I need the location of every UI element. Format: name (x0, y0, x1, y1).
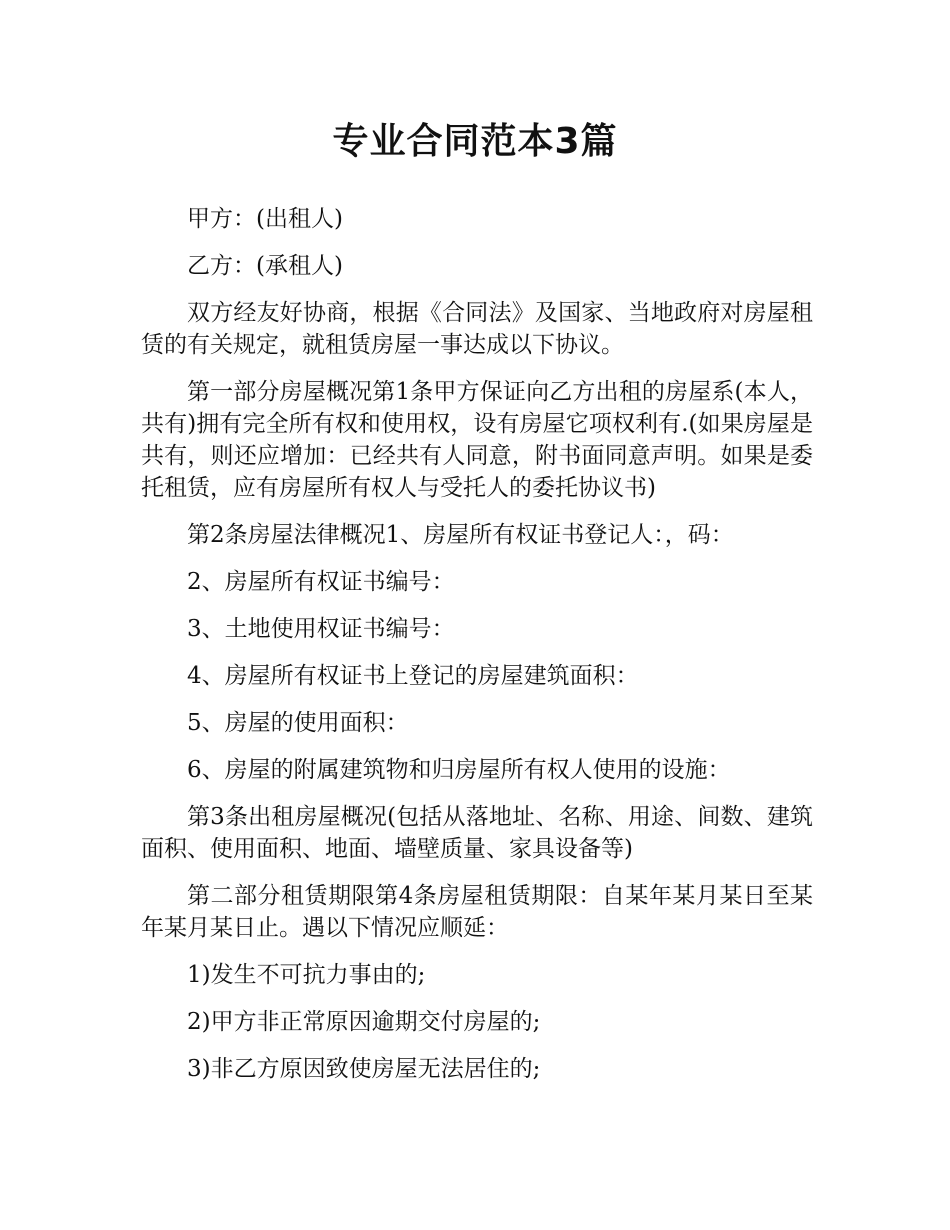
paragraph-article-4: 第二部分租赁期限第4条房屋租赁期限：自某年某月某日至某年某月某日止。遇以下情况应顺延： (141, 883, 813, 941)
paragraph-item-4: 4、房屋所有权证书上登记的房屋建筑面积： (187, 663, 639, 689)
paragraph-article-1: 第一部分房屋概况第1条甲方保证向乙方出租的房屋系(本人，共有)拥有完全所有权和使用权，设有房屋它项权利有.(如果房屋是共有，则还应增加：已经共有人同意，附书面同意声明。如果是委托租赁，应有房屋所有权人与受托人的委托协议书) (141, 379, 813, 501)
paragraph-item-6: 6、房屋的附属建筑物和归房屋所有权人使用的设施： (187, 757, 731, 783)
paragraph-article-3: 第3条出租房屋概况(包括从落地址、名称、用途、间数、建筑面积、使用面积、地面、墙壁质量、家具设备等) (141, 804, 813, 862)
paragraph-condition-1: 1)发生不可抗力事由的; (187, 962, 426, 988)
paragraph-item-3: 3、土地使用权证书编号： (187, 616, 455, 642)
paragraph-condition-2: 2)甲方非正常原因逾期交付房屋的; (187, 1009, 541, 1035)
paragraph-item-2: 2、房屋所有权证书编号： (187, 569, 455, 595)
paragraph-party-b: 乙方：(承租人) (187, 253, 343, 279)
paragraph-article-2: 第2条房屋法律概况1、房屋所有权证书登记人：，码： (187, 522, 734, 548)
paragraph-item-5: 5、房屋的使用面积： (187, 710, 409, 736)
paragraph-condition-3: 3)非乙方原因致使房屋无法居住的; (187, 1056, 541, 1082)
document-title: 专业合同范本3篇 (332, 121, 618, 162)
paragraph-preamble: 双方经友好协商，根据《合同法》及国家、当地政府对房屋租赁的有关规定，就租赁房屋一事达成以下协议。 (141, 300, 813, 358)
paragraph-party-a: 甲方：(出租人) (187, 206, 343, 232)
document-body (141, 203, 813, 1100)
